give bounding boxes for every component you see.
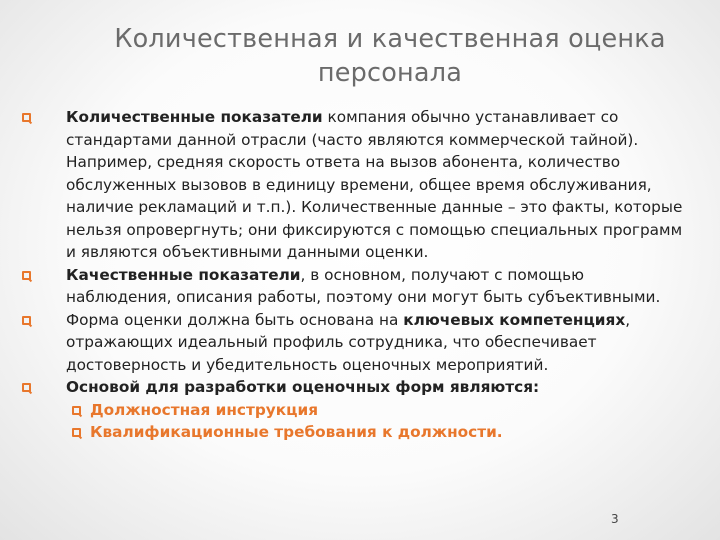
title-line-1: Количественная и качественная оценка: [114, 24, 666, 54]
checkbox-square-icon: [22, 113, 31, 122]
title-line-2: персонала: [317, 58, 463, 88]
slide-body: [22, 106, 690, 444]
bullet-bold-text: Основой для разработки оценочных форм являются:: [66, 378, 540, 396]
bullet-item-qualitative: [22, 264, 690, 309]
bullet-bold-text: Качественные показатели: [66, 265, 301, 284]
bullet-text: , в основном, получают с помощью наблюдения, описания работы, поэтому они могут быть субъективными.: [66, 265, 661, 306]
bullet-text: , отражающих идеальный профиль сотрудника, что обеспечивает достоверность и убедительность оценочных мероприятий.: [66, 310, 631, 374]
checkbox-square-icon: [22, 271, 31, 280]
checkbox-square-icon: [22, 316, 31, 325]
bullet-item-basis: [22, 376, 690, 399]
checkbox-square-icon: [22, 383, 31, 392]
subitem-job-description: [22, 399, 690, 422]
subitem-text: Должностная инструкция: [90, 400, 319, 419]
subitem-text: Квалификационные требования к должности.: [90, 423, 503, 441]
bullet-bold-text: Количественные показатели: [66, 108, 323, 126]
page-number: 3: [611, 512, 619, 526]
bullet-text: Форма оценки должна быть основана на: [66, 310, 404, 329]
bullet-item-quantitative: [22, 106, 690, 264]
checkbox-square-icon: [72, 406, 81, 415]
slide-title: [70, 22, 710, 90]
bullet-text: компания обычно устанавливает со стандартами данной отрасли (часто являются коммерческой тайной). Например, средняя скорость ответа на вызов абонента, количество обслуженных вызовов в единицу времени, общее время обслуживания, наличие рекламаций и т.п.). Количественные данные – это факты, которые нельзя опровергнуть; они фиксируются с помощью специальных программ и являются объективными данными оценки.: [66, 108, 683, 261]
bullet-item-competencies: [22, 309, 690, 377]
bullet-bold-text: ключевых компетенциях: [403, 310, 626, 329]
subitem-qualification: [22, 421, 690, 444]
checkbox-square-icon: [72, 428, 81, 437]
